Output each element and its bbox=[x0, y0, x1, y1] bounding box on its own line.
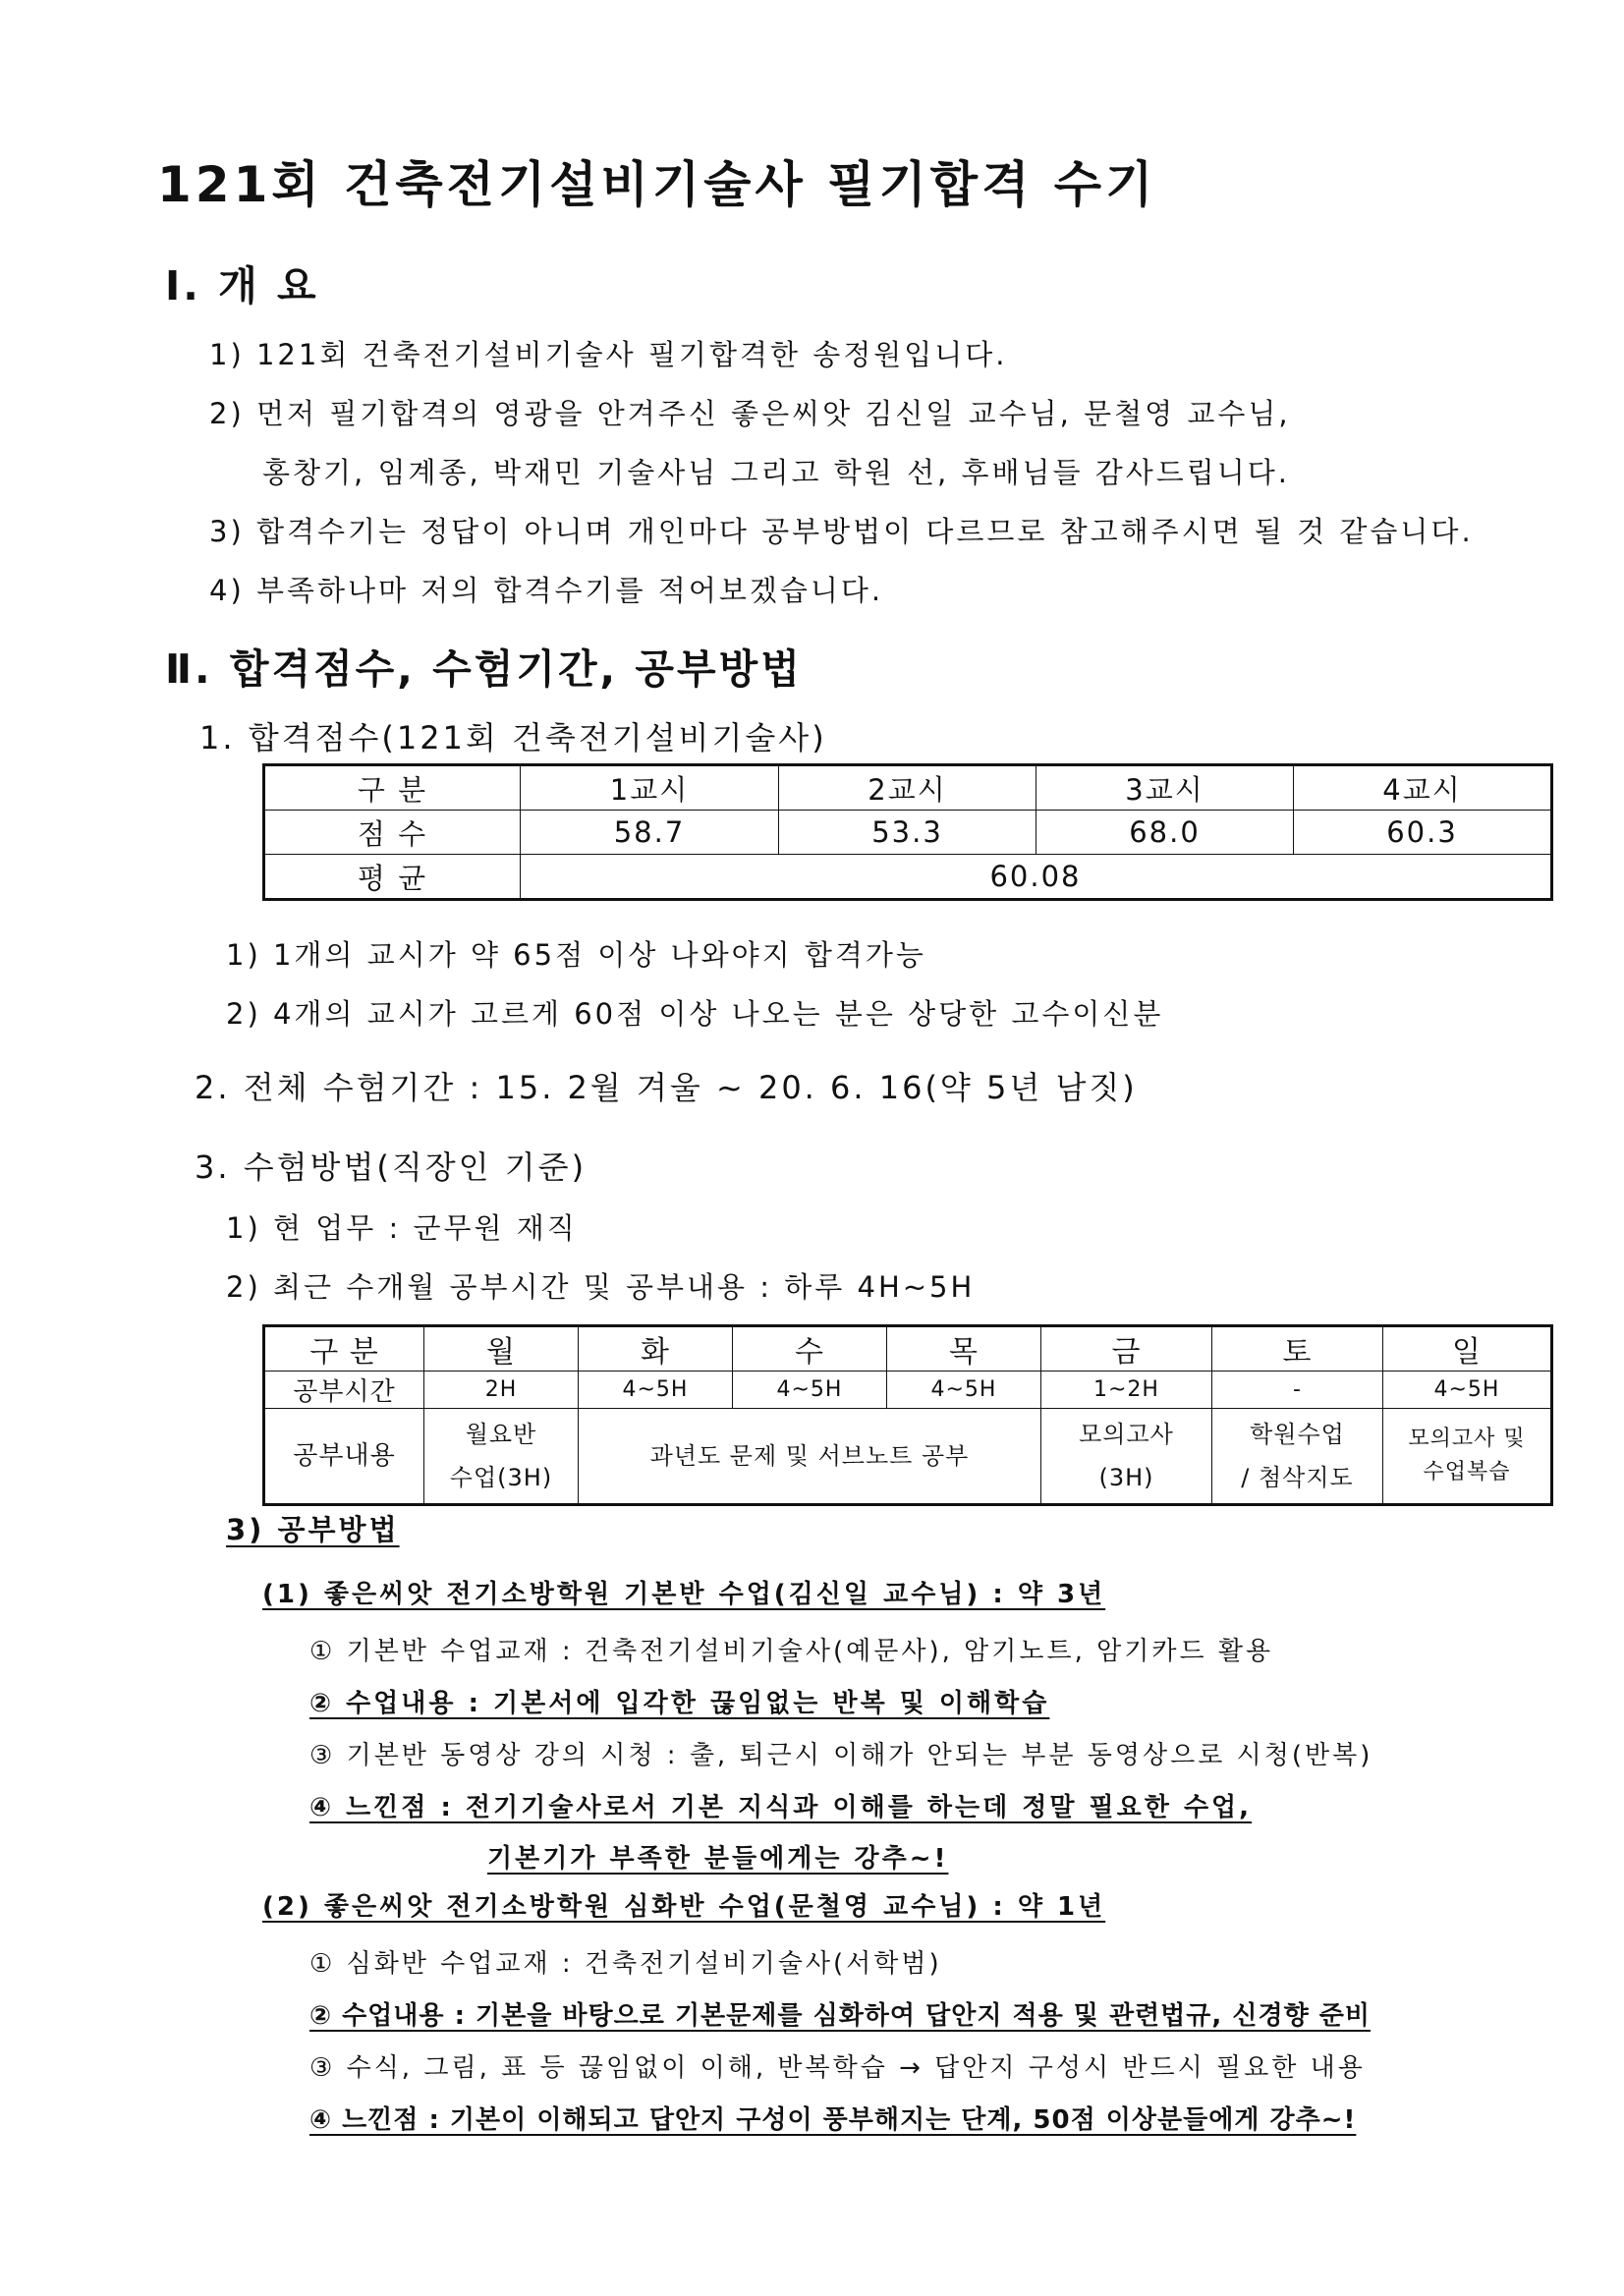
exam-period: 2. 전체 수험기간 : 15. 2월 겨울 ~ 20. 6. 16(약 5년 남짓) bbox=[195, 1069, 1138, 1106]
score-cell: 53.3 bbox=[779, 811, 1036, 855]
schedule-header-cell: 수 bbox=[733, 1326, 887, 1372]
study-time-label: 공부시간 bbox=[264, 1372, 424, 1409]
document-title: 121회 건축전기설비기술사 필기합격 수기 bbox=[157, 156, 1157, 213]
table-row bbox=[264, 1372, 1552, 1409]
overview-item-1: 1) 121회 건축전기설비기술사 필기합격한 송정원입니다. bbox=[209, 338, 1008, 371]
study-content-friday bbox=[1041, 1409, 1212, 1505]
saturday-content-line: 학원수업 bbox=[1250, 1421, 1345, 1448]
study-content-saturday bbox=[1212, 1409, 1383, 1505]
table-row bbox=[264, 1409, 1552, 1505]
sunday-content-line: 수업복습 bbox=[1423, 1460, 1511, 1484]
score-header-cell: 4교시 bbox=[1294, 765, 1552, 811]
study-time-cell: 1~2H bbox=[1041, 1372, 1212, 1409]
course-2-item-3: ③ 수식, 그림, 표 등 끊임없이 이해, 반복학습 → 답안지 구성시 반드시 필요한 내용 bbox=[309, 2053, 1366, 2083]
course-1-item-4: ④ 느낀점 : 전기기술사로서 기본 지식과 이해를 하는데 정말 필요한 수업, bbox=[309, 1793, 1253, 1822]
course-1-item-4-cont: 기본기가 부족한 분들에게는 강추~! bbox=[487, 1844, 949, 1874]
score-row-label: 점 수 bbox=[264, 811, 521, 855]
method-item-2: 2) 최근 수개월 공부시간 및 공부내용 : 하루 4H~5H bbox=[226, 1270, 976, 1304]
score-cell: 68.0 bbox=[1036, 811, 1294, 855]
score-subheading: 1. 합격점수(121회 건축전기설비기술사) bbox=[199, 719, 827, 756]
course-2-item-2: ② 수업내용 : 기본을 바탕으로 기본문제를 심화하여 답안지 적용 및 관련법규, 신경향 준비 bbox=[309, 2001, 1371, 2031]
score-header-cell: 2교시 bbox=[779, 765, 1036, 811]
sunday-content-line: 모의고사 및 bbox=[1408, 1427, 1526, 1451]
course-1-title: (1) 좋은씨앗 전기소방학원 기본반 수업(김신일 교수님) : 약 3년 bbox=[262, 1580, 1106, 1609]
study-content-tue-thu: 과년도 문제 및 서브노트 공부 bbox=[579, 1409, 1041, 1505]
schedule-table bbox=[262, 1324, 1553, 1506]
score-cell: 60.3 bbox=[1294, 811, 1552, 855]
schedule-header-cell: 구 분 bbox=[264, 1326, 424, 1372]
study-time-cell: 4~5H bbox=[1383, 1372, 1552, 1409]
table-row bbox=[264, 765, 1552, 811]
study-time-cell: 2H bbox=[424, 1372, 579, 1409]
schedule-header-cell: 목 bbox=[887, 1326, 1041, 1372]
schedule-header-cell: 토 bbox=[1212, 1326, 1383, 1372]
overview-item-2: 2) 먼저 필기합격의 영광을 안겨주신 좋은씨앗 김신일 교수님, 문철영 교수님, bbox=[209, 397, 1291, 430]
schedule-header-cell: 월 bbox=[424, 1326, 579, 1372]
table-row bbox=[264, 811, 1552, 855]
study-method-heading: 3) 공부방법 bbox=[226, 1513, 400, 1546]
course-2-item-1: ① 심화반 수업교재 : 건축전기설비기술사(서학범) bbox=[309, 1949, 942, 1979]
course-1-item-3: ③ 기본반 동영상 강의 시청 : 출, 퇴근시 이해가 안되는 부분 동영상으로 시청(반복) bbox=[309, 1741, 1373, 1770]
score-cell: 58.7 bbox=[521, 811, 779, 855]
table-row bbox=[264, 1326, 1552, 1372]
study-time-cell: 4~5H bbox=[579, 1372, 733, 1409]
course-2-title: (2) 좋은씨앗 전기소방학원 심화반 수업(문철영 교수님) : 약 1년 bbox=[262, 1892, 1106, 1922]
score-header-cell: 구 분 bbox=[264, 765, 521, 811]
schedule-header-cell: 금 bbox=[1041, 1326, 1212, 1372]
saturday-content-line: / 첨삭지도 bbox=[1241, 1464, 1354, 1491]
section-1-heading: Ⅰ. 개 요 bbox=[165, 262, 319, 309]
study-content-monday bbox=[424, 1409, 579, 1505]
monday-content-line: 월요반 bbox=[465, 1421, 537, 1448]
score-header-cell: 1교시 bbox=[521, 765, 779, 811]
study-content-label: 공부내용 bbox=[264, 1409, 424, 1505]
overview-item-3: 3) 합격수기는 정답이 아니며 개인마다 공부방법이 다르므로 참고해주시면 될 것 같습니다. bbox=[209, 515, 1474, 548]
study-time-cell: - bbox=[1212, 1372, 1383, 1409]
score-table bbox=[262, 763, 1553, 901]
study-method-subheading: 3. 수험방법(직장인 기준) bbox=[195, 1148, 588, 1186]
overview-item-2-cont: 홍창기, 임계종, 박재민 기술사님 그리고 학원 선, 후배님들 감사드립니다. bbox=[262, 456, 1291, 489]
course-1-item-2: ② 수업내용 : 기본서에 입각한 끊임없는 반복 및 이해학습 bbox=[309, 1689, 1050, 1718]
monday-content-line: 수업(3H) bbox=[449, 1464, 553, 1491]
study-content-sunday bbox=[1383, 1409, 1552, 1505]
schedule-header-cell: 일 bbox=[1383, 1326, 1552, 1372]
score-header-cell: 3교시 bbox=[1036, 765, 1294, 811]
friday-content-line: 모의고사 bbox=[1079, 1421, 1174, 1448]
score-note-2: 2) 4개의 교시가 고르게 60점 이상 나오는 분은 상당한 고수이신분 bbox=[226, 997, 1164, 1031]
friday-content-line: (3H) bbox=[1098, 1464, 1154, 1491]
course-1-item-1: ① 기본반 수업교재 : 건축전기설비기술사(예문사), 암기노트, 암기카드 활용 bbox=[309, 1637, 1274, 1666]
overview-item-4: 4) 부족하나마 저의 합격수기를 적어보겠습니다. bbox=[209, 574, 884, 607]
average-value: 60.08 bbox=[521, 855, 1552, 900]
average-label: 평 균 bbox=[264, 855, 521, 900]
table-row bbox=[264, 855, 1552, 900]
study-time-cell: 4~5H bbox=[887, 1372, 1041, 1409]
study-time-cell: 4~5H bbox=[733, 1372, 887, 1409]
schedule-header-cell: 화 bbox=[579, 1326, 733, 1372]
score-note-1: 1) 1개의 교시가 약 65점 이상 나와야지 합격가능 bbox=[226, 938, 926, 972]
section-2-heading: Ⅱ. 합격점수, 수험기간, 공부방법 bbox=[165, 645, 803, 693]
method-item-1: 1) 현 업무 : 군무원 재직 bbox=[226, 1211, 578, 1245]
course-2-item-4: ④ 느낀점 : 기본이 이해되고 답안지 구성이 풍부해지는 단계, 50점 이상분들에게 강추~! bbox=[309, 2105, 1357, 2135]
